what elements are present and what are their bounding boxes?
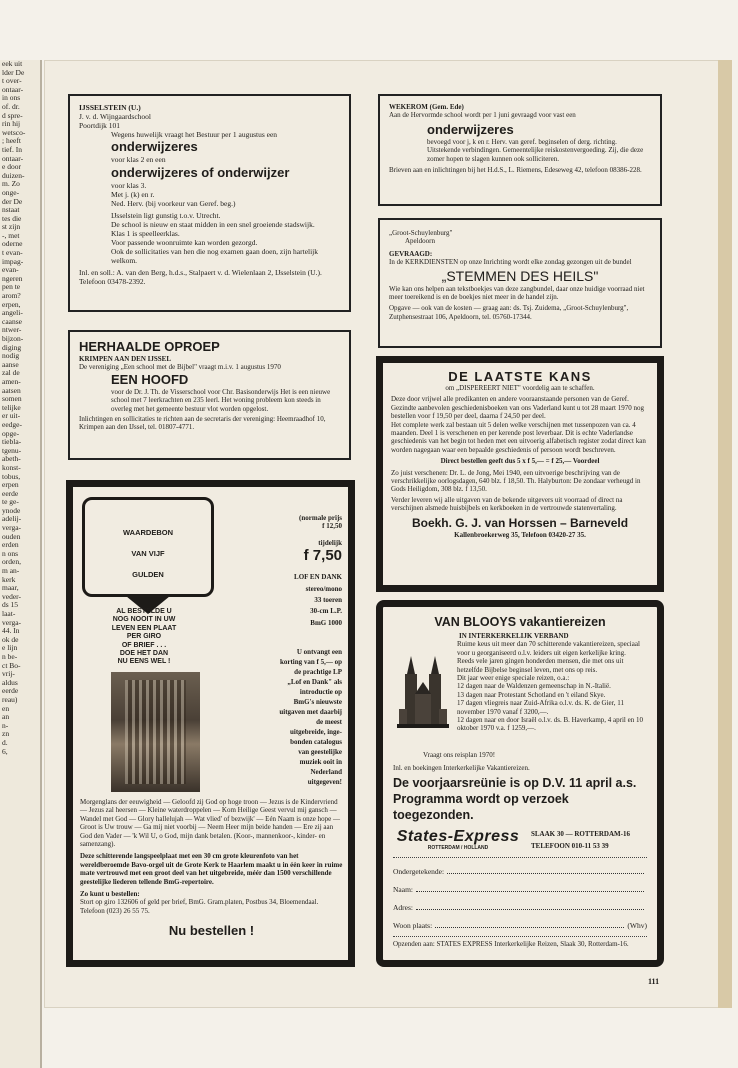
coupon-divider: [393, 936, 647, 937]
fragment-line: pen te: [2, 282, 21, 292]
fragment-line: n-: [2, 720, 9, 730]
school-address: Poortdijk 101: [79, 121, 121, 130]
fragment-line: er uit-: [2, 411, 21, 421]
ad-heading: HERHAALDE OPROEP: [79, 339, 220, 354]
fragment-line: somen: [2, 394, 22, 404]
fragment-line: tes die: [2, 213, 22, 223]
page-edge: [718, 60, 732, 1008]
offer-line: „Lof en Dank" als: [287, 677, 342, 686]
ad-subheading: IN INTERKERKELIJK VERBAND: [459, 632, 569, 640]
info-line: Ook de sollicitaties van hen die nog examen gaan doen, zijn hartelijk welkom.: [111, 247, 319, 265]
fragment-line: ngeren: [2, 273, 23, 283]
bmg-body: [80, 798, 343, 938]
ad-contact: Opgave — ook van de kosten — graag aan: ds. Tsj. Zuidema, „Groot-Schuylenburg", Zutphensestraat 106, Apeldoorn, tel. 05760-17344.: [389, 304, 629, 321]
ad-laatste-kans: [376, 356, 664, 592]
trip-item: 12 dagen naar en door Israël o.l.v. ds. B. Haverkamp, 4 april en 10 oktober 1970 v.a. f 1259,—.: [457, 716, 643, 733]
fragment-line: nstaat: [2, 205, 20, 215]
ad-groot-schuylenburg: [378, 218, 662, 348]
fragment-line: 44. In: [2, 626, 20, 636]
form-input-line[interactable]: [416, 903, 644, 910]
fragment-line: ; heeft: [2, 136, 21, 146]
states-express-logo: States-Express ROTTERDAM / HOLLAND: [393, 829, 523, 851]
ad-heading: DE LAATSTE KANS: [448, 369, 592, 384]
coupon-voucher: [82, 497, 214, 597]
fragment-line: maar,: [2, 583, 19, 593]
fragment-line: ntwer-: [2, 325, 22, 335]
fragment-line: erpen: [2, 480, 19, 490]
trip-item: 17 dagen vliegreis naar Zuid-Afrika o.l.v. ds. K. de Gier, 11 november 1970 vanaf f 3200,—.: [457, 699, 624, 716]
ad-heading: WEKEROM (Gem. Ede): [389, 103, 464, 111]
info-line: IJsselstein ligt gunstig t.o.v. Utrecht.: [111, 211, 221, 220]
form-input-line[interactable]: [447, 867, 644, 874]
offer-line: U ontvangt een: [296, 647, 342, 656]
normal-price: f 12,50: [322, 522, 342, 531]
record-specs: [262, 585, 342, 628]
fragment-line: kerk: [2, 574, 16, 584]
fragment-line: verga-: [2, 617, 22, 627]
order-line: PER GIRO: [126, 633, 162, 641]
form-field[interactable]: [393, 921, 647, 930]
fragment-line: e lijn: [2, 643, 18, 653]
order-instructions: Stort op giro 132606 of geld per brief, BmG. Gram.platen, Postbus 34, Bloemendaal. Telefoon (023) 26 55 75.: [80, 898, 319, 915]
order-prompt: [82, 608, 206, 667]
fragment-line: wetsco-: [2, 127, 26, 137]
organ-photo: [111, 672, 200, 792]
bmg-price-block: [262, 514, 342, 627]
ad-paragraph: Dit jaar weer enige speciale reizen, o.a.:: [457, 674, 570, 683]
fragment-line: oderne: [2, 239, 23, 249]
trip-item: 13 dagen naar Protestant Schotland en 't eiland Skye.: [457, 690, 606, 699]
form-field[interactable]: [393, 903, 647, 912]
fragment-line: ds 15: [2, 600, 19, 610]
offer-line: BmG's nieuwste: [293, 697, 342, 706]
ad-offer: Direct bestellen geeft dus 5 x f 5,— = f 25,— Voordeel: [440, 457, 600, 466]
fragment-line: diging: [2, 342, 22, 352]
form-label: Woon plaats:: [393, 921, 433, 931]
fragment-line: tiebla-: [2, 437, 22, 447]
ad-contact: Inlichtingen en sollicitaties te richten aan de secretaris der vereniging: Heemraadhof 10, Krimpen aan den IJssel, tel. 01807-4771.: [79, 415, 326, 432]
offer-line: de meest: [316, 717, 342, 726]
trip-item: 12 dagen naar de Waldenzen gemeenschap in N.-Italië.: [457, 682, 611, 691]
info-line: Voor passende woonruimte kan worden gezorgd.: [111, 238, 258, 247]
ad-krimpen: [68, 330, 351, 460]
offer-text: [232, 646, 342, 786]
order-heading: Zo kunt u bestellen:: [80, 890, 140, 899]
fragment-line: st zijn: [2, 222, 21, 232]
fragment-line: der De: [2, 196, 23, 206]
form-field[interactable]: [393, 885, 647, 894]
track-list: Morgenglans der eeuwigheid — Geloofd zij God op hoge troon — Jezus is de Kindervriend — Jezus zal heersen — Kleine waterdroppelen — Kom Heilige Geest vervul mij gansch — Wandel met God — Glory hallelujah — Wat vlied' of bezwijk' — Eén Naam is onze hope — Groot is Uw trouw — Ga mij niet voorbij — Neem Heer mijn beide handen — Ere zij aan God den Vader — 'k Wil U, o God, mijn dank betalen. (Koor-, mannenkoor-, kinder- en samenzang).: [80, 798, 341, 849]
ad-body: bevoegd voor j, k en r. Herv. van geref. beginselen of derg. richting. Uitstekende verbindingen. Gemeentelijke reiskostenvergoeding. Zij, die deze zomer hopen te slagen kunnen ook solliciteren.: [427, 137, 644, 163]
fragment-line: laat-: [2, 609, 16, 618]
fragment-line: caanse: [2, 316, 22, 326]
fragment-line: t evan-: [2, 248, 23, 258]
fragment-line: d.: [2, 737, 8, 747]
page-number: 111: [648, 977, 660, 986]
ad-ijsselstein: [68, 94, 351, 312]
role-title: EEN HOOFD: [111, 371, 189, 387]
fragment-line: aatsen: [2, 385, 21, 395]
fragment-line: verga-: [2, 523, 22, 533]
fragment-line: amen-: [2, 376, 21, 386]
trip-list: [457, 682, 647, 732]
fragment-line: ok de: [2, 634, 19, 644]
fragment-line: zn: [2, 729, 10, 739]
ad-subheading: om „DISPEREERT NIET" voordelig aan te schaffen.: [445, 384, 595, 392]
order-cta: Nu bestellen !: [168, 923, 255, 939]
logo-subtitle: ROTTERDAM / HOLLAND: [427, 845, 489, 852]
order-line: AL BESTELDE U: [116, 608, 172, 615]
fragment-line: evan-: [2, 265, 19, 275]
role-title: onderwijzeres: [427, 121, 514, 137]
fragment-line: erden: [2, 540, 19, 550]
offer-line: bonden catalogus: [290, 737, 342, 746]
role-detail: Met j. (k) en r.: [111, 190, 155, 199]
fragment-line: angeli-: [2, 308, 23, 318]
ad-paragraph: Deze door vrijwel alle predikanten en andere vooraanstaande personen van de Geref. Gezindte aanbevolen geschiedenisboeken van ons Vaderland kunt u tot 28 maart 1970 nog bestellen voor f 19,50 per deel, daarna f 24,50 per deel.: [391, 395, 644, 421]
ad-wekerom: [378, 94, 662, 206]
fragment-line: eerde: [2, 686, 19, 696]
fragment-line: ontaar-: [2, 84, 24, 94]
offer-line: introductie op: [299, 687, 342, 696]
fragment-line: ouden: [2, 531, 21, 541]
info-line: De school is nieuw en staat midden in een snel groeiende stadswijk.: [111, 220, 315, 229]
form-label: Naam:: [393, 885, 413, 895]
ad-info: Inl. en boekingen Interkerkelijke Vakantiereizen.: [393, 763, 530, 772]
temp-price-label: tijdelijk: [318, 538, 342, 547]
form-label: Adres:: [393, 903, 413, 913]
org-city: Apeldoorn: [405, 237, 435, 246]
ad-paragraph: Verder leveren wij alle uitgaven van de bekende uitgevers uit voorraad of direct na verschijnen alsmede huisbijbels en kerkboeken in de vertrouwde statenvertaling.: [391, 495, 623, 513]
ad-heading: IJSSELSTEIN (U.): [79, 103, 141, 112]
fragment-line: eerde: [2, 488, 19, 498]
role-detail: Ned. Herv. (bij voorkeur van Geref. beg.): [111, 199, 236, 208]
form-field[interactable]: [393, 867, 647, 876]
record-spec: 30-cm L.P.: [310, 607, 342, 616]
fragment-line: aanse: [2, 359, 19, 369]
role-title: onderwijzeres: [111, 139, 198, 154]
coupon-line: WAARDEBON: [123, 528, 173, 537]
fragment-line: -, met: [2, 230, 20, 240]
fragment-line: telijke: [2, 402, 21, 412]
fragment-line: of. dr.: [2, 101, 20, 111]
ad-contact: Brieven aan en inlichtingen bij het H.d.S., L. Riemens, Edeseweg 42, telefoon 08386-228.: [389, 166, 642, 175]
ad-body: Wie kan ons helpen aan tekstboekjes van deze zangbundel, daar onze huidige voorraad niet meer toereikend is en de boekjes niet meer in de handel zijn.: [389, 284, 645, 302]
ad-van-blooys: [376, 600, 664, 967]
fragment-line: ynode: [2, 505, 21, 515]
offer-line: muziek ooit in: [299, 757, 342, 766]
order-line: OF BRIEF . . .: [121, 641, 167, 649]
fragment-line: erpen,: [2, 299, 21, 309]
fragment-line: e door: [2, 162, 21, 172]
fragment-line: adelij-: [2, 514, 22, 524]
role-detail: voor klas 3.: [111, 181, 147, 190]
coupon-line: VAN VIJF: [131, 549, 165, 558]
info-line: Klas 1 is speelleerklas.: [111, 229, 180, 238]
fragment-line: arom?: [2, 291, 21, 301]
reunion-notice: De voorjaarsreünie is op D.V. 11 april a.s. Programma wordt op verzoek toegezonden.: [393, 776, 637, 823]
fragment-line: vrij-: [2, 669, 15, 679]
form-label: Ondergetekende:: [393, 867, 445, 877]
ad-intro: In de KERKDIENSTEN op onze Inrichting wordt elke zondag gezongen uit de bundel: [389, 258, 632, 267]
company-phone: TELEFOON 010-11 53 39: [531, 842, 609, 851]
order-line: DOE HET DAN: [119, 650, 169, 658]
fragment-line: duizen-: [2, 170, 25, 180]
coupon-line: GULDEN: [132, 570, 164, 579]
fragment-line: tief. In: [2, 144, 22, 154]
order-line: NU EENS WEL !: [117, 658, 171, 666]
fragment-line: en: [2, 703, 10, 713]
fragment-line: konst-: [2, 462, 21, 472]
fragment-line: tobus,: [2, 471, 21, 481]
order-line: NOG NOOIT IN UW: [112, 616, 176, 624]
fragment-line: veder-: [2, 591, 22, 601]
ad-heading: VAN BLOOYS vakantiereizen: [434, 615, 606, 629]
fragment-line: abeth-: [2, 454, 21, 464]
fragment-line: eedge-: [2, 419, 22, 429]
ad-paragraph: Zo juist verschenen: Dr. L. de Jong, Mei 1940, een uitvoerige beschrijving van de verschrikkelijke oorlogsdagen, 640 blz. f 18,50. Th. Halyburton: De zondaar verheugd in Gods Heiligdom, 308 blz. f 13,50.: [391, 468, 641, 494]
form-input-line[interactable]: [435, 921, 624, 928]
ad-ask: Vraagt ons reisplan 1970!: [423, 751, 496, 760]
fragment-line: rin hij: [2, 119, 21, 129]
fragment-line: m. Zo: [2, 179, 20, 189]
offer-line: uitgebreide, inge-: [290, 727, 342, 736]
fragment-line: ct Bo-: [2, 660, 21, 670]
fragment-line: impag-: [2, 256, 24, 266]
order-line: LEVEN EEN PLAAT: [111, 624, 177, 632]
company-address: SLAAK 30 — ROTTERDAM-16: [531, 829, 630, 838]
ad-paragraph: Het complete werk zal bestaan uit 5 delen welke verschijnen met tussenpozen van ca. 4 maanden. Deel 1 is verschenen en per kerende post leverbaar. Dit is echte Vaderlandse geschiedenis van het begin tot heden met een uitvoerig alfabetisch register zodat direct kan worden nagegaan waar een bepaalde geschiedenis of persoon wordt beschreven.: [391, 420, 646, 454]
role-title-2: onderwijzeres of onderwijzer: [111, 165, 290, 180]
fragment-line: opge-: [2, 428, 20, 438]
ad-label: GEVRAAGD:: [389, 249, 433, 258]
order-coupon-form: [393, 867, 647, 930]
record-spec: 33 toeren: [314, 596, 342, 605]
record-spec: stereo/mono: [305, 584, 342, 593]
ad-place: KRIMPEN AAN DEN IJSSEL: [79, 355, 171, 363]
offer-line: de prachtige LP: [294, 667, 342, 676]
shop-name: Boekh. G. J. van Horssen – Barneveld: [411, 515, 629, 530]
songbook-title: „STEMMEN DES HEILS": [441, 267, 599, 284]
offer-line: uitgegeven!: [307, 777, 342, 786]
offer-line: korting van f 5,— op: [279, 657, 342, 666]
previous-page-fragment: [0, 60, 42, 1068]
org-name: „Groot-Schuylenburg": [389, 229, 453, 237]
form-input-line[interactable]: [416, 885, 644, 892]
fragment-line: zal de: [2, 368, 20, 378]
ad-paragraph: Reeds vele jaren gingen honderden mensen, die met ons uit hetzelfde Bijbelse beginsel leven, met ons op reis.: [457, 657, 624, 674]
fragment-line: in ons: [2, 93, 21, 103]
fragment-line: onge-: [2, 187, 20, 197]
fragment-line: d spre-: [2, 110, 23, 120]
fragment-line: tgenu-: [2, 445, 22, 455]
cathedral-illustration: [393, 654, 457, 749]
ad-body: voor de Dr. J. Th. de Visserschool voor Chr. Basisonderwijs Het is een nieuwe school met 7 leerkrachten en 235 leerl. Het woning probleem kon steeds in overleg met het gemeente bestuur vlot worden opgelost.: [111, 387, 331, 413]
fragment-line: nodig: [2, 351, 20, 361]
normal-price-label: (normale prijs: [299, 514, 342, 522]
offer-line: uitgaven met daarbij: [279, 707, 342, 716]
role-detail: voor klas 2 en een: [111, 155, 166, 164]
ad-paragraph: Ruime keus uit meer dan 70 schitterende vakantiereizen, speciaal voor u georganiseerd o.l.v. leiders uit eigen kerkelijke kring.: [457, 640, 640, 657]
fragment-line: m an-: [2, 566, 20, 576]
fragment-line: eek uit: [2, 60, 23, 68]
fragment-line: aldus: [2, 677, 18, 687]
shop-address: Kallenbroekerweg 35, Telefoon 03420-27 35.: [454, 530, 586, 539]
fragment-line: t over-: [2, 76, 22, 86]
fragment-line: 6,: [2, 746, 8, 756]
fragment-line: lder De: [2, 67, 25, 77]
offer-line: van geestelijke: [298, 747, 342, 756]
ad-intro: Wegens huwelijk vraagt het Bestuur per 1 augustus een: [111, 130, 278, 139]
ad-intro: Aan de Hervormde school wordt per 1 juni gevraagd voor vast een: [389, 111, 576, 120]
fragment-line: reau): [2, 694, 18, 704]
form-suffix: (Whv): [627, 921, 647, 931]
record-spec: BmG 1000: [310, 618, 342, 627]
fragment-line: orden,: [2, 557, 21, 567]
send-to: Opzenden aan: STATES EXPRESS Interkerkelijke Reizen, Slaak 30, Rotterdam-16.: [393, 940, 629, 949]
record-title: LOF EN DANK: [294, 573, 342, 582]
record-description: Deze schitterende langspeelplaat met een 30 cm grote kleurenfoto van het wereldberoemde Bavo-orgel uit de Grote Kerk te Haarlem maakt u in één keer in ruime mate vertrouwd met een groot deel van het uitgebreide, méér dan 1500 verschillende geestelijke liederen tellende BmG-repertoire.: [80, 852, 343, 886]
ad-intro: De vereniging „Een school met de Bijbel" vraagt m.i.v. 1 augustus 1970: [79, 363, 281, 372]
school-name: J. v. d. Wijngaardschool: [79, 112, 151, 121]
fragment-line: bijzon-: [2, 334, 24, 343]
fragment-line: an: [2, 712, 10, 722]
fragment-line: ontaar-: [2, 153, 24, 163]
fragment-line: n be-: [2, 651, 18, 661]
fragment-line: n ons: [2, 548, 19, 558]
temp-price: f 7,50: [303, 547, 342, 565]
coupon-divider: [393, 857, 647, 858]
ad-contact: Inl. en soll.: A. van den Berg, h.d.s., Stalpaert v. d. Wielenlaan 2, IJsselstein (U.). Telefoon 03478-2392.: [79, 268, 322, 286]
fragment-line: te ge-: [2, 497, 19, 507]
offer-line: Nederland: [310, 767, 342, 776]
